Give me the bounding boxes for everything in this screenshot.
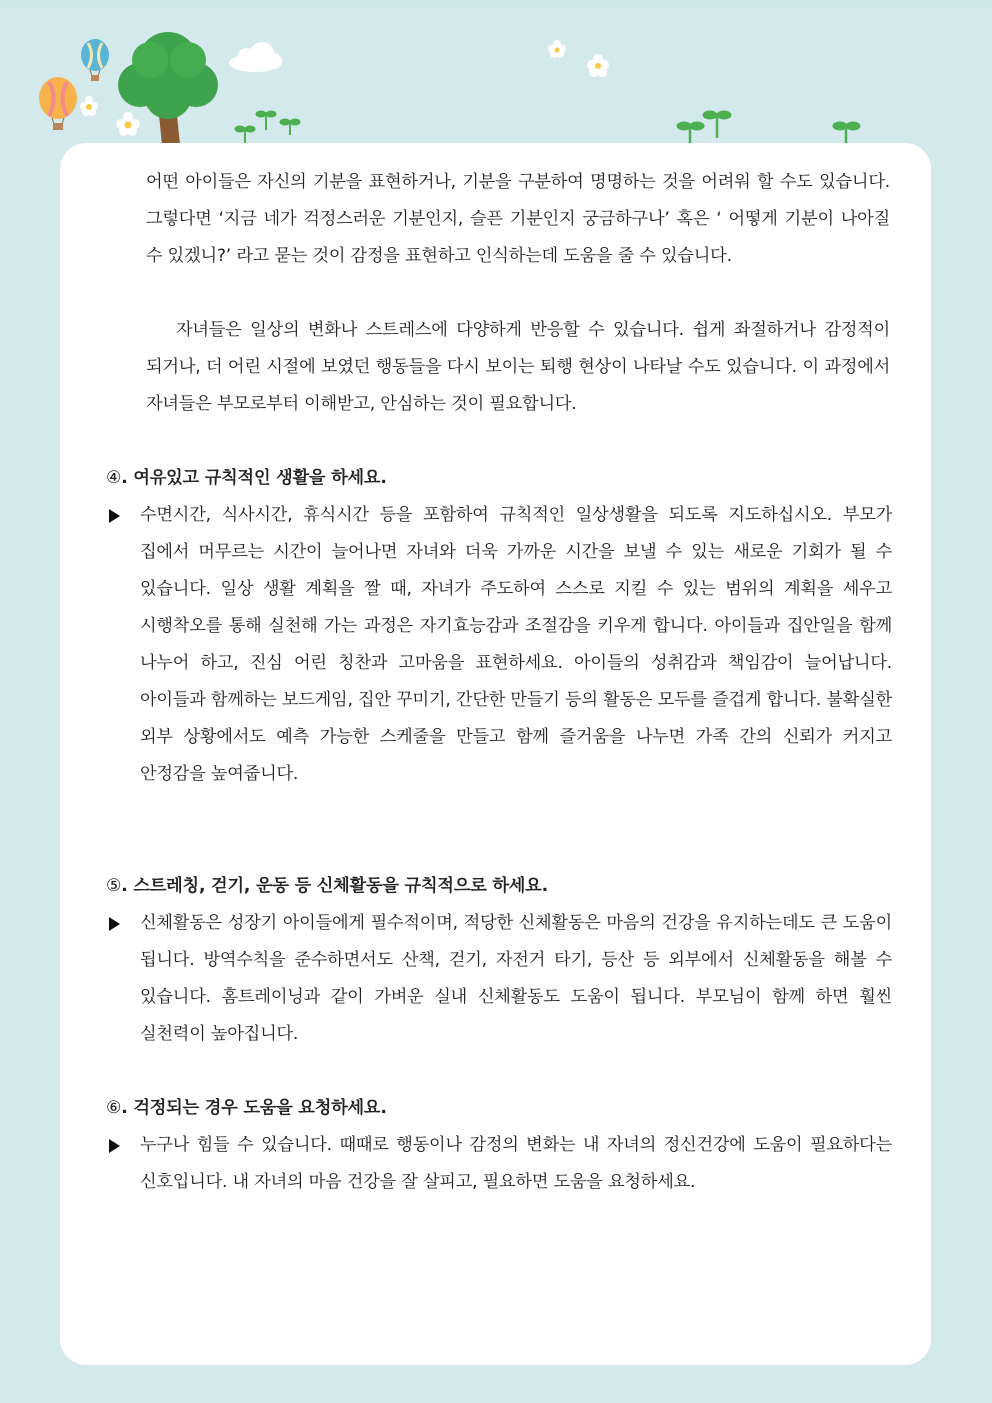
sprout-icon <box>235 126 255 143</box>
bullet-triangle-icon <box>109 917 120 931</box>
sprout-icon <box>677 122 704 143</box>
intro-paragraph-2: 자녀들은 일상의 변화나 스트레스에 다양하게 반응할 수 있습니다. 쉽게 좌절하거나 감정적이 되거나, 더 어린 시절에 보였던 행동들을 다시 보이는 퇴행 현상이 나타날 수도 있습니다. 이 과정에서 자녀들은 부모로부터 이해받고, 안심하는 것이 필요합니다. <box>146 320 890 414</box>
cloud-icon <box>229 42 282 72</box>
section-heading-4 <box>106 463 387 493</box>
flower-icon <box>80 96 98 116</box>
section-title: . 여유있고 규칙적인 생활을 하세요. <box>121 468 387 488</box>
header-decoration <box>0 0 992 160</box>
section-heading-6 <box>106 1093 387 1123</box>
sprout-icon <box>833 122 860 143</box>
bullet-triangle-icon <box>109 1139 120 1153</box>
bullet-triangle-icon <box>109 509 120 523</box>
section-body-5 <box>106 905 892 1053</box>
section-number: ⑥ <box>106 1098 122 1118</box>
section-text: 신체활동은 성장기 아이들에게 필수적이며, 적당한 신체활동은 마음의 건강을 유지하는데도 큰 도움이 됩니다. 방역수칙을 준수하면서도 산책, 걷기, 자전거 타기, 등산 등 외부에서 신체활동을 해볼 수 있습니다. 홈트레이닝과 같이 가벼운 실내 신체활동도 도움이 됩니다. 부모님이 함께 하면 훨씬 실천력이 높아집니다. <box>140 913 892 1044</box>
section-body-4 <box>106 497 892 793</box>
section-title: . 걱정되는 경우 도움을 요청하세요. <box>121 1098 387 1118</box>
hot-air-balloon-icon <box>81 39 109 81</box>
flower-icon <box>116 112 140 136</box>
intro-paragraph-1: 어떤 아이들은 자신의 기분을 표현하거나, 기분을 구분하여 명명하는 것을 어려워 할 수도 있습니다. 그렇다면 ‘지금 네가 걱정스러운 기분인지, 슬픈 기분인지 궁금하구나’ 혹은 ‘ 어떻게 기분이 나아질 수 있겠니?’ 라고 묻는 것이 감정을 표현하고 인식하는데 도움을 줄 수 있습니다. <box>146 172 890 266</box>
sprout-icon <box>280 119 300 135</box>
hot-air-balloon-icon <box>39 77 77 130</box>
section-number: ④ <box>106 468 122 488</box>
flower-icon <box>548 40 566 58</box>
sprout-icon <box>256 111 276 130</box>
section-title: . 스트레칭, 걷기, 운동 등 신체활동을 규칙적으로 하세요. <box>121 876 548 896</box>
section-body-6 <box>106 1127 892 1201</box>
section-heading-5 <box>106 871 548 901</box>
sprout-icon <box>703 111 731 138</box>
section-text: 수면시간, 식사시간, 휴식시간 등을 포함하여 규칙적인 일상생활을 되도록 지도하십시오. 부모가 집에서 머무르는 시간이 늘어나면 자녀와 더욱 가까운 시간을 보낼 수 있는 새로운 기회가 될 수 있습니다. 일상 생활 계획을 짤 때, 자녀가 주도하여 스스로 지킬 수 있는 범위의 계획을 세우고 시행착오를 통해 실천해 가는 과정은 자기효능감과 조절감을 키우게 합니다. 아이들과 집안일을 함께 나누어 하고, 진심 어린 칭찬과 고마움을 표현하세요. 아이들의 성취감과 책임감이 늘어납니다. 아이들과 함께하는 보드게임, 집안 꾸미기, 간단한 만들기 등의 활동은 모두를 즐겁게 합니다. 불확실한 외부 상황에서도 예측 가능한 스케줄을 만들고 함께 즐거움을 나누면 가족 간의 신뢰가 커지고 안정감을 높여줍니다. <box>140 505 892 784</box>
section-number: ⑤ <box>106 876 122 896</box>
flower-icon <box>587 54 609 77</box>
section-text: 누구나 힘들 수 있습니다. 때때로 행동이나 감정의 변화는 내 자녀의 정신건강에 도움이 필요하다는 신호입니다. 내 자녀의 마음 건강을 잘 살피고, 필요하면 도움을 요청하세요. <box>140 1135 892 1192</box>
